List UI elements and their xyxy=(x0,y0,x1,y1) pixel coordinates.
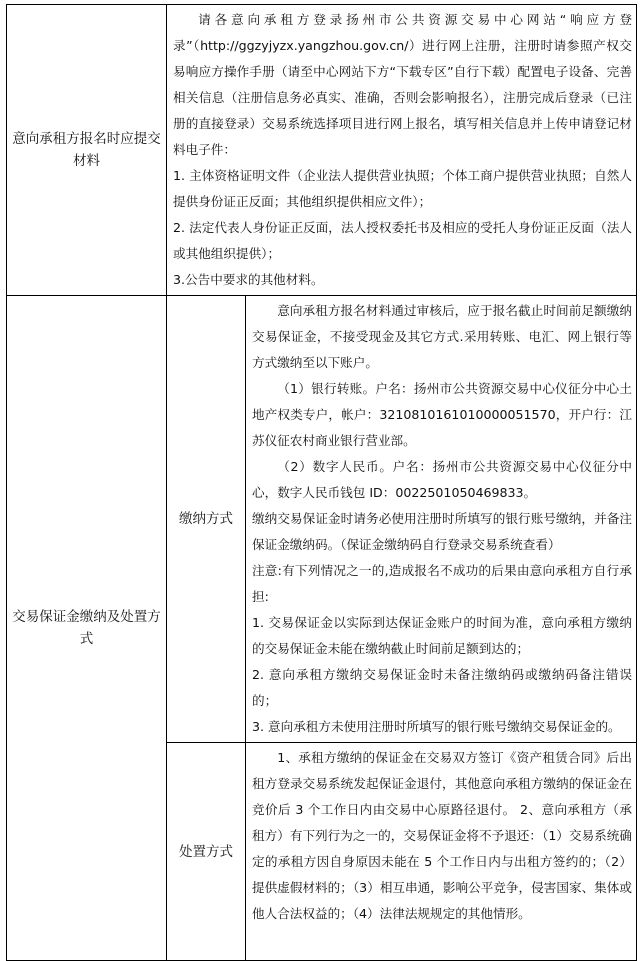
payment-content xyxy=(246,296,637,743)
deposit-payment-row xyxy=(7,296,637,743)
payment-bank-transfer: （1）银行转账。户名：扬州市公共资源交易中心仪征分中心土地产权类专户，帐户：3210810161010000051570，开户行：江苏仪征农村商业银行营业部。 xyxy=(252,381,632,448)
payment-digital-rmb: （2）数字人民币。户名：扬州市公共资源交易中心仪征分中心，数字人民币钱包 ID：0022501050469833。 xyxy=(252,459,632,500)
materials-row xyxy=(7,5,637,296)
materials-label: 意向承租方报名时应提交材料 xyxy=(7,5,167,296)
payment-intro: 意向承租方报名材料通过审核后，应于报名截止时间前足额缴纳交易保证金，不接受现金及其它方式.采用转账、电汇、网上银行等方式缴纳至以下账户。 xyxy=(252,303,632,370)
materials-item-3: 3.公告中要求的其他材料。 xyxy=(173,272,324,287)
rules-table xyxy=(6,4,637,961)
payment-warning-3: 3. 意向承租方未使用注册时所填写的银行账号缴纳交易保证金的。 xyxy=(252,719,621,734)
payment-label: 缴纳方式 xyxy=(167,296,246,743)
materials-item-1: 1. 主体资格证明文件（企业法人提供营业执照；个体工商户提供营业执照；自然人提供身份证正反面；其他组织提供相应文件）； xyxy=(173,168,632,209)
payment-warning-2: 2. 意向承租方缴纳交易保证金时未备注缴纳码或缴纳码备注错误的； xyxy=(252,667,632,708)
disposal-text: 1、承租方缴纳的保证金在交易双方签订《资产租赁合同》后出租方登录交易系统发起保证金退付，其他意向承租方缴纳的保证金在竞价后 3 个工作日内由交易中心原路径退付。 2、意向承租方（承租方）有下列行为之一的，交易保证金将不予退还：（1）交易系统确定的承租方因自身原因未能在 5 个工作日内与出租方签约的；（2）提供虚假材料的；（3）相互串通，影响公平竞争，侵害国家、集体或他人合法权益的；（4）法律法规规定的其他情形。 xyxy=(252,750,632,921)
materials-content xyxy=(167,5,637,296)
payment-warning: 注意:有下列情况之一的,造成报名不成功的后果由意向承租方自行承担: xyxy=(252,563,632,604)
payment-account-note: 缴纳交易保证金时请务必使用注册时所填写的银行账号缴纳，并备注保证金缴纳码。（保证金缴纳码自行登录交易系统查看） xyxy=(252,511,632,552)
document-page xyxy=(6,4,636,922)
payment-warning-1: 1. 交易保证金以实际到达保证金账户的时间为准，意向承租方缴纳的交易保证金未能在缴纳截止时间前足额到达的； xyxy=(252,615,632,656)
deposit-label: 交易保证金缴纳及处置方式 xyxy=(7,296,167,961)
materials-item-2: 2. 法定代表人身份证正反面，法人授权委托书及相应的受托人身份证正反面（法人或其他组织提供）； xyxy=(173,220,632,261)
disposal-content xyxy=(246,743,637,961)
materials-intro: 请各意向承租方登录扬州市公共资源交易中心网站“响应方登录”（http://ggzyjyzx.yangzhou.gov.cn/）进行网上注册，注册时请参照产权交易响应方操作手册（请至中心网站下方“下载专区”自行下载）配置电子设备、完善相关信息（注册信息务必真实、准确，否则会影响报名），注册完成后登录（已注册的直接登录）交易系统选择项目进行网上报名，填写相关信息并上传申请登记材料电子件： xyxy=(173,12,632,157)
disposal-label: 处置方式 xyxy=(167,743,246,961)
